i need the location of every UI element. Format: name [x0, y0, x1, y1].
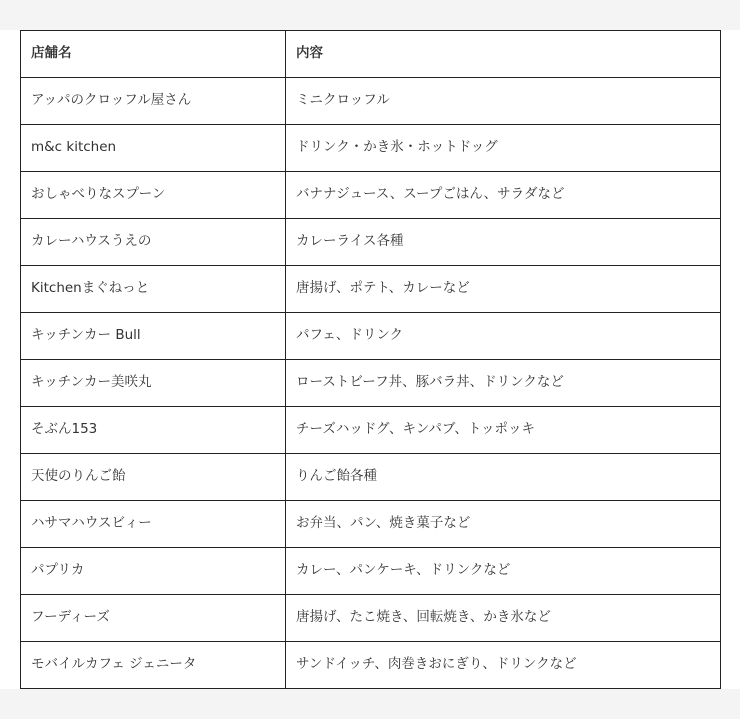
- shop-name-cell: 天使のりんご飴: [21, 454, 286, 501]
- contents-cell: チーズハッドグ、キンパブ、トッポッキ: [286, 407, 721, 454]
- table-row: [21, 78, 721, 125]
- shop-name-cell: おしゃべりなスプーン: [21, 172, 286, 219]
- shop-name-cell: m&c kitchen: [21, 125, 286, 172]
- shop-name-cell: そぶん153: [21, 407, 286, 454]
- contents-cell: カレー、パンケーキ、ドリンクなど: [286, 548, 721, 595]
- table-row: [21, 407, 721, 454]
- table-row: [21, 266, 721, 313]
- contents-cell: りんご飴各種: [286, 454, 721, 501]
- table-row: [21, 595, 721, 642]
- table-row: [21, 219, 721, 266]
- contents-cell: カレーライス各種: [286, 219, 721, 266]
- shop-name-cell: Kitchenまぐねっと: [21, 266, 286, 313]
- content-panel: [0, 30, 740, 689]
- contents-cell: ミニクロッフル: [286, 78, 721, 125]
- shop-name-cell: ハサマハウスビィー: [21, 501, 286, 548]
- table-row: [21, 313, 721, 360]
- contents-cell: サンドイッチ、肉巻きおにぎり、ドリンクなど: [286, 642, 721, 689]
- header-contents: 内容: [286, 31, 721, 78]
- table-row: [21, 548, 721, 595]
- shop-name-cell: パプリカ: [21, 548, 286, 595]
- table-row: [21, 125, 721, 172]
- contents-cell: ローストビーフ丼、豚バラ丼、ドリンクなど: [286, 360, 721, 407]
- shop-name-cell: フーディーズ: [21, 595, 286, 642]
- contents-cell: 唐揚げ、たこ焼き、回転焼き、かき氷など: [286, 595, 721, 642]
- table-row: [21, 360, 721, 407]
- shop-name-cell: モバイルカフェ ジェニータ: [21, 642, 286, 689]
- header-shop-name: 店舗名: [21, 31, 286, 78]
- contents-cell: 唐揚げ、ポテト、カレーなど: [286, 266, 721, 313]
- table-row: [21, 454, 721, 501]
- shop-name-cell: アッパのクロッフル屋さん: [21, 78, 286, 125]
- table-row: [21, 172, 721, 219]
- table-row: [21, 501, 721, 548]
- contents-cell: お弁当、パン、焼き菓子など: [286, 501, 721, 548]
- shop-name-cell: キッチンカー美咲丸: [21, 360, 286, 407]
- shop-table: [20, 30, 721, 689]
- table-row: [21, 642, 721, 689]
- shop-name-cell: キッチンカー Bull: [21, 313, 286, 360]
- shop-name-cell: カレーハウスうえの: [21, 219, 286, 266]
- contents-cell: バナナジュース、スープごはん、サラダなど: [286, 172, 721, 219]
- contents-cell: ドリンク・かき氷・ホットドッグ: [286, 125, 721, 172]
- contents-cell: パフェ、ドリンク: [286, 313, 721, 360]
- table-header-row: [21, 31, 721, 78]
